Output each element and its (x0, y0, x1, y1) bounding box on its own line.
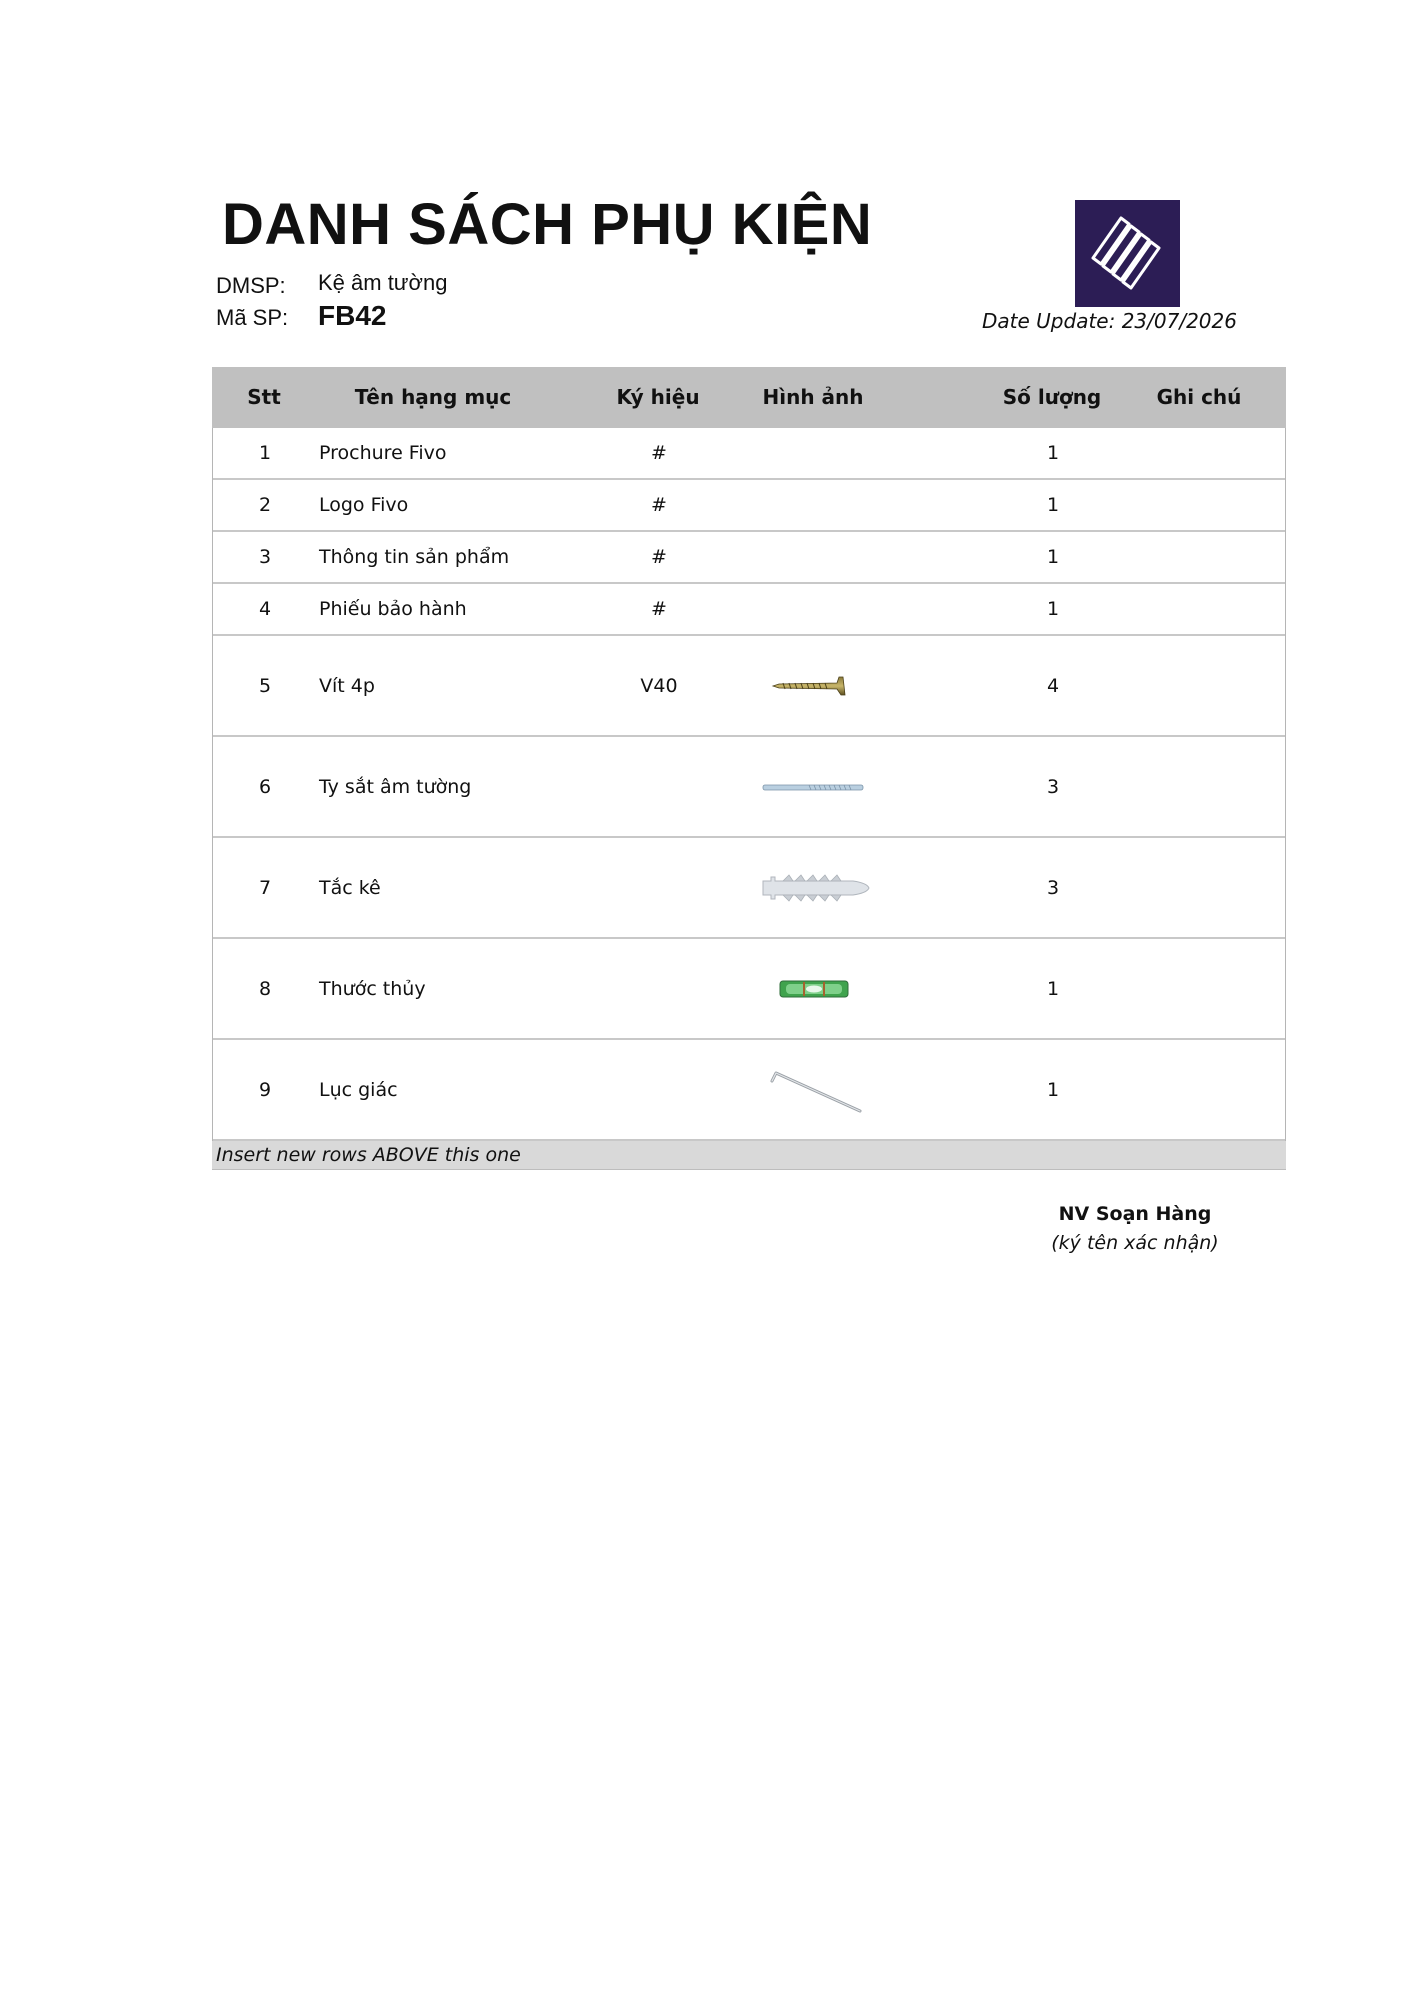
dmsp-label: DMSP: (216, 273, 286, 298)
row-note (1113, 939, 1287, 1038)
row-code: # (651, 442, 667, 464)
row-name: Lục giác (319, 1078, 398, 1101)
row-image (739, 428, 889, 478)
row-quantity: 1 (1046, 1078, 1060, 1101)
row-stt: 4 (258, 598, 272, 620)
insert-rows-note: Insert new rows ABOVE this one (212, 1141, 1286, 1170)
row-stt: 6 (258, 775, 272, 798)
page-title: DANH SÁCH PHỤ KIỆN (222, 192, 873, 257)
ma-sp-value: FB42 (318, 300, 387, 331)
row-code: # (651, 546, 667, 568)
row-note (1113, 737, 1287, 836)
screw-icon (769, 671, 859, 701)
row-image (739, 838, 889, 937)
row-note (1113, 532, 1287, 582)
column-header-name: Tên hạng mục (354, 385, 512, 409)
table-header (212, 367, 1286, 428)
column-header-image: Hình ảnh (762, 385, 864, 409)
row-image (739, 939, 889, 1038)
row-note (1113, 428, 1287, 478)
row-image (739, 1040, 889, 1139)
row-stt: 3 (258, 546, 272, 568)
row-name: Tắc kê (319, 876, 381, 899)
table-row (213, 584, 1285, 636)
row-code: # (651, 494, 667, 516)
ma-sp-label: Mã SP: (216, 305, 289, 330)
row-note (1113, 584, 1287, 634)
row-name: Vít 4p (319, 674, 375, 697)
row-quantity: 3 (1046, 775, 1060, 798)
row-note (1113, 838, 1287, 937)
row-name: Thông tin sản phẩm (319, 546, 510, 568)
row-stt: 1 (258, 442, 272, 464)
wall-plug-icon (757, 871, 872, 905)
row-stt: 2 (258, 494, 272, 516)
row-image (739, 584, 889, 634)
row-name: Thước thủy (319, 977, 426, 1000)
row-code (579, 838, 739, 937)
row-quantity: 1 (1046, 546, 1060, 568)
row-code (579, 737, 739, 836)
row-quantity: 1 (1046, 494, 1060, 516)
row-quantity: 4 (1046, 674, 1060, 697)
spirit-level-icon (778, 977, 850, 1001)
table-row (213, 480, 1285, 532)
accessory-table (212, 367, 1286, 1170)
row-stt: 8 (258, 977, 272, 1000)
brand-logo-icon (1075, 200, 1180, 307)
row-image (739, 480, 889, 530)
date-update: Date Update: 23/07/2026 (982, 309, 1237, 333)
row-stt: 9 (258, 1078, 272, 1101)
row-note (1113, 636, 1287, 735)
row-image (739, 636, 889, 735)
threaded-rod-icon (759, 779, 869, 795)
row-image (739, 532, 889, 582)
row-image (739, 737, 889, 836)
row-stt: 5 (258, 674, 272, 697)
row-name: Prochure Fivo (319, 442, 447, 464)
table-row (213, 737, 1285, 838)
row-code (579, 939, 739, 1038)
row-quantity: 1 (1046, 598, 1060, 620)
column-header-stt: Stt (247, 385, 281, 409)
table-row (213, 532, 1285, 584)
row-code (579, 1040, 739, 1139)
dmsp-value: Kệ âm tường (318, 270, 448, 295)
column-header-code: Ký hiệu (616, 385, 700, 409)
table-row (213, 428, 1285, 480)
hex-key-icon (764, 1065, 864, 1115)
row-note (1113, 1040, 1287, 1139)
row-quantity: 3 (1046, 876, 1060, 899)
signature-title: NV Soạn Hàng (1058, 1203, 1212, 1225)
row-code: # (651, 598, 667, 620)
table-row (213, 939, 1285, 1040)
column-header-quantity: Số lượng (1002, 385, 1102, 409)
row-quantity: 1 (1046, 977, 1060, 1000)
column-header-note: Ghi chú (1156, 385, 1242, 409)
row-name: Ty sắt âm tường (319, 775, 472, 798)
row-code: V40 (640, 674, 678, 697)
row-name: Phiếu bảo hành (319, 598, 467, 620)
table-row (213, 636, 1285, 737)
table-body (212, 428, 1286, 1141)
row-quantity: 1 (1046, 442, 1060, 464)
signature-subtitle: (ký tên xác nhận) (1051, 1232, 1219, 1254)
table-row (213, 838, 1285, 939)
row-note (1113, 480, 1287, 530)
row-stt: 7 (258, 876, 272, 899)
row-name: Logo Fivo (319, 494, 409, 516)
table-row (213, 1040, 1285, 1141)
